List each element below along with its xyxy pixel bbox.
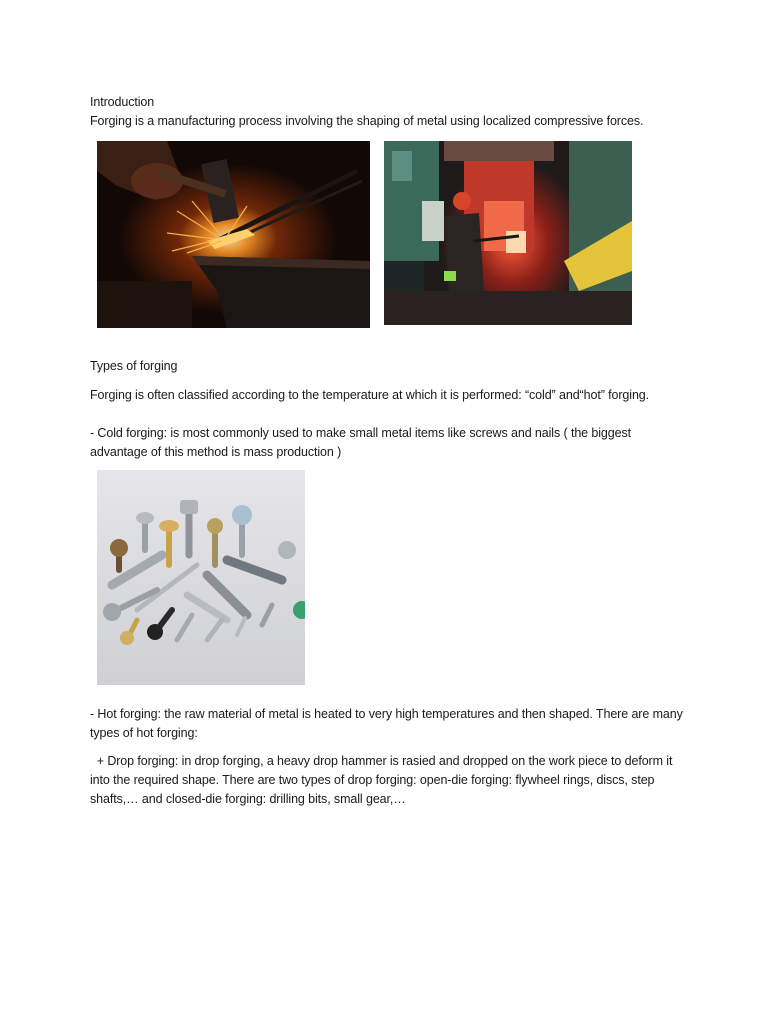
intro-body: Forging is a manufacturing process involving the shaping of metal using localized compressive forces. — [90, 114, 644, 128]
hot-forging-paragraph: - Hot forging: the raw material of metal is heated to very high temperatures and then shaped. There are many types of hot forging: — [90, 707, 683, 740]
types-paragraph-1: Forging is often classified according to the temperature at which it is performed: “cold” and“hot” forging. — [90, 388, 650, 402]
intro-heading: Introduction — [90, 95, 155, 109]
blacksmith-photo — [97, 141, 370, 328]
screws-bolts-photo — [97, 470, 305, 685]
cold-forging-paragraph: - Cold forging: is most commonly used to make small metal items like screws and nails ( the biggest advantage of this method is mass production ) — [90, 426, 632, 459]
types-heading: Types of forging — [90, 359, 178, 373]
drop-forging-paragraph: + Drop forging: in drop forging, a heavy drop hammer is rasied and dropped on the work piece to deform it into the required shape. There are two types of drop forging: open-die forging: flywheel rings, discs, step shafts,… and closed-die forging: drilling bits, small gear,… — [90, 754, 676, 806]
forging-press-photo — [384, 141, 632, 325]
